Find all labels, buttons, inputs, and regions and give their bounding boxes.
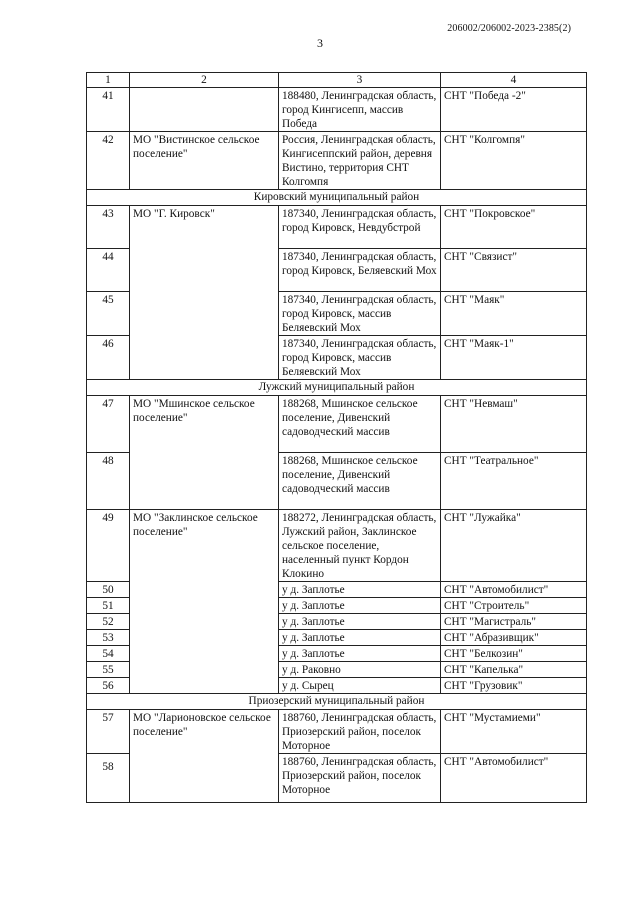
snt-cell: СНТ "Магистраль" [441, 614, 587, 630]
address-cell: у д. Заплотье [279, 630, 441, 646]
address-cell: 188268, Мшинское сельское поселение, Дивенский садоводческий массив [279, 396, 441, 453]
snt-cell: СНТ "Театральное" [441, 453, 587, 510]
snt-cell: СНТ "Лужайка" [441, 510, 587, 582]
header-cell: 1 [87, 73, 130, 88]
row-number: 43 [87, 206, 130, 249]
municipality-cell: МО "Г. Кировск" [130, 206, 279, 380]
snt-cell: СНТ "Автомобилист" [441, 754, 587, 803]
table-row [87, 88, 587, 132]
address-cell: 187340, Ленинградская область, город Кировск, массив Беляевский Мох [279, 336, 441, 380]
row-number: 44 [87, 249, 130, 292]
section-row [87, 380, 587, 396]
row-number: 54 [87, 646, 130, 662]
section-title: Приозерский муниципальный район [87, 694, 587, 710]
address-cell: 187340, Ленинградская область, город Кировск, массив Беляевский Мох [279, 292, 441, 336]
table-row [87, 132, 587, 190]
section-row [87, 190, 587, 206]
row-number: 42 [87, 132, 130, 190]
row-number: 53 [87, 630, 130, 646]
row-number: 56 [87, 678, 130, 694]
municipality-cell [130, 88, 279, 132]
section-title: Лужский муниципальный район [87, 380, 587, 396]
snt-cell: СНТ "Строитель" [441, 598, 587, 614]
snt-cell: СНТ "Автомобилист" [441, 582, 587, 598]
row-number: 46 [87, 336, 130, 380]
row-number: 50 [87, 582, 130, 598]
address-cell: 187340, Ленинградская область, город Кировск, Беляевский Мох [279, 249, 441, 292]
section-row [87, 694, 587, 710]
section-title: Кировский муниципальный район [87, 190, 587, 206]
snt-cell: СНТ "Покровское" [441, 206, 587, 249]
snt-cell: СНТ "Белкозин" [441, 646, 587, 662]
address-cell: 188760, Ленинградская область, Приозерский район, поселок Моторное [279, 710, 441, 754]
snt-cell: СНТ "Грузовик" [441, 678, 587, 694]
row-number: 49 [87, 510, 130, 582]
settlements-table [86, 72, 587, 803]
address-cell: 188272, Ленинградская область, Лужский район, Заклинское сельское поселение, населенный пункт Кордон Клокино [279, 510, 441, 582]
address-cell: у д. Заплотье [279, 646, 441, 662]
address-cell: у д. Раковно [279, 662, 441, 678]
municipality-cell: МО "Вистинское сельское поселение" [130, 132, 279, 190]
header-cell: 3 [279, 73, 441, 88]
page-number: 3 [317, 36, 323, 50]
snt-cell: СНТ "Победа -2" [441, 88, 587, 132]
table-row [87, 396, 587, 453]
address-cell: 188480, Ленинградская область, город Кингисепп, массив Победа [279, 88, 441, 132]
header-row [87, 73, 587, 88]
address-cell: Россия, Ленинградская область, Кингисеппский район, деревня Вистино, территория СНТ Колгомпя [279, 132, 441, 190]
snt-cell: СНТ "Маяк" [441, 292, 587, 336]
row-number: 58 [87, 754, 130, 803]
snt-cell: СНТ "Абразивщик" [441, 630, 587, 646]
snt-cell: СНТ "Маяк-1" [441, 336, 587, 380]
table-row [87, 510, 587, 582]
table-row [87, 206, 587, 249]
address-cell: 187340, Ленинградская область, город Кировск, Невдубстрой [279, 206, 441, 249]
snt-cell: СНТ "Мустамиеми" [441, 710, 587, 754]
snt-cell: СНТ "Колгомпя" [441, 132, 587, 190]
row-number: 41 [87, 88, 130, 132]
table-row [87, 710, 587, 754]
address-cell: у д. Заплотье [279, 598, 441, 614]
snt-cell: СНТ "Невмаш" [441, 396, 587, 453]
address-cell: у д. Заплотье [279, 582, 441, 598]
header-cell: 4 [441, 73, 587, 88]
row-number: 55 [87, 662, 130, 678]
row-number: 57 [87, 710, 130, 754]
row-number: 47 [87, 396, 130, 453]
municipality-cell: МО "Заклинское сельское поселение" [130, 510, 279, 694]
municipality-cell: МО "Ларионовское сельское поселение" [130, 710, 279, 803]
row-number: 51 [87, 598, 130, 614]
row-number: 45 [87, 292, 130, 336]
address-cell: у д. Сырец [279, 678, 441, 694]
header-cell: 2 [130, 73, 279, 88]
row-number: 52 [87, 614, 130, 630]
address-cell: 188760, Ленинградская область, Приозерский район, поселок Моторное [279, 754, 441, 803]
snt-cell: СНТ "Связист" [441, 249, 587, 292]
snt-cell: СНТ "Капелька" [441, 662, 587, 678]
address-cell: 188268, Мшинское сельское поселение, Дивенский садоводческий массив [279, 453, 441, 510]
row-number: 48 [87, 453, 130, 510]
document-code: 206002/206002-2023-2385(2) [447, 23, 571, 34]
address-cell: у д. Заплотье [279, 614, 441, 630]
municipality-cell: МО "Мшинское сельское поселение" [130, 396, 279, 510]
